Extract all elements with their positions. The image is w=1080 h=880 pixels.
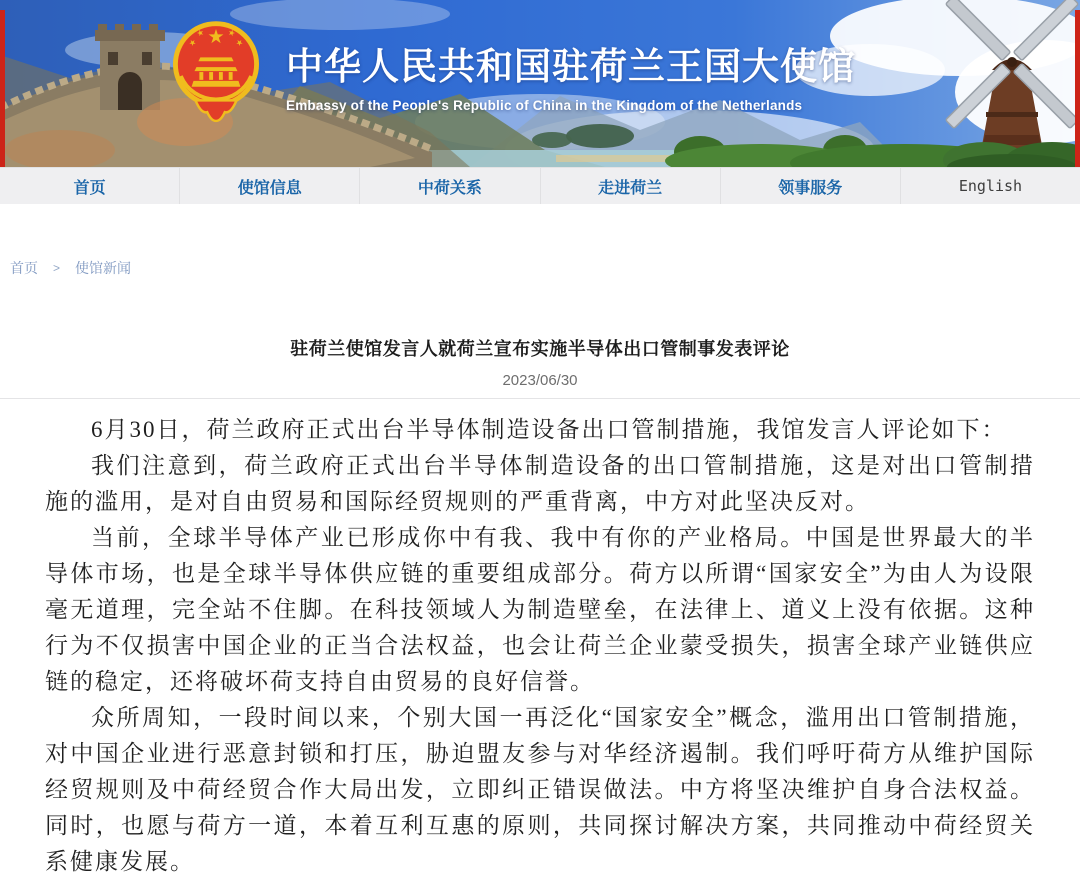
nav-item-english[interactable]: English [958, 177, 1023, 195]
header-banner [0, 0, 1080, 167]
nav-item-consular-services[interactable]: 领事服务 [721, 168, 901, 204]
china-national-emblem-icon [172, 20, 260, 128]
article [0, 335, 1080, 880]
breadcrumb-home-link[interactable]: 首页 [10, 262, 38, 277]
banner-titles [286, 36, 856, 113]
article-paragraph-4: 众所周知，一段时间以来，个别大国一再泛化“国家安全”概念，滥用出口管制措施，对中国企业进行恶意封锁和打压，胁迫盟友参与对华经济遏制。我们呼吁荷方从维护国际经贸规则及中荷经贸合作大局出发，立即纠正错误做法。中方将坚决维护自身合法权益。同时，也愿与荷方一道，本着互利互惠的原则，共同探讨解决方案，共同推动中荷经贸关系健康发展。 [45, 705, 1035, 874]
main-navigation [0, 167, 1080, 204]
left-red-strip [0, 10, 5, 167]
right-red-strip [1075, 10, 1080, 167]
breadcrumb [10, 258, 1080, 278]
article-body [0, 399, 1080, 880]
watch-tower [95, 24, 165, 110]
nav-item-discover-netherlands[interactable]: 走进荷兰 [541, 168, 721, 204]
article-date: 2023/06/30 [502, 372, 578, 389]
nav-item-home[interactable]: 首页 [0, 168, 180, 204]
nav-item-china-netherlands-relations[interactable]: 中荷关系 [360, 168, 540, 204]
article-title: 驻荷兰使馆发言人就荷兰宣布实施半导体出口管制事发表评论 [290, 339, 790, 359]
site-title-chinese: 中华人民共和国驻荷兰王国大使馆 [286, 46, 856, 87]
breadcrumb-embassy-news-link[interactable]: 使馆新闻 [75, 262, 132, 277]
article-paragraph-3: 当前，全球半导体产业已形成你中有我、我中有你的产业格局。中国是世界最大的半导体市场，也是全球半导体供应链的重要组成部分。荷方以所谓“国家安全”为由人为设限毫无道理，完全站不住脚。在科技领域人为制造壁垒，在法律上、道义上没有依据。这种行为不仅损害中国企业的正当合法权益，也会让荷兰企业蒙受损失，损害全球产业链供应链的稳定，还将破坏荷支持自由贸易的良好信誉。 [45, 525, 1035, 694]
article-paragraph-2: 我们注意到，荷兰政府正式出台半导体制造设备的出口管制措施，这是对出口管制措施的滥用，是对自由贸易和国际经贸规则的严重背离，中方对此坚决反对。 [45, 453, 1035, 514]
site-title-english: Embassy of the People's Republic of China in the Kingdom of the Netherlands [286, 98, 803, 113]
article-paragraph-1: 6月30日，荷兰政府正式出台半导体制造设备出口管制措施，我馆发言人评论如下： [91, 417, 1007, 442]
breadcrumb-separator-icon: > [53, 261, 61, 275]
nav-item-embassy-info[interactable]: 使馆信息 [180, 168, 360, 204]
